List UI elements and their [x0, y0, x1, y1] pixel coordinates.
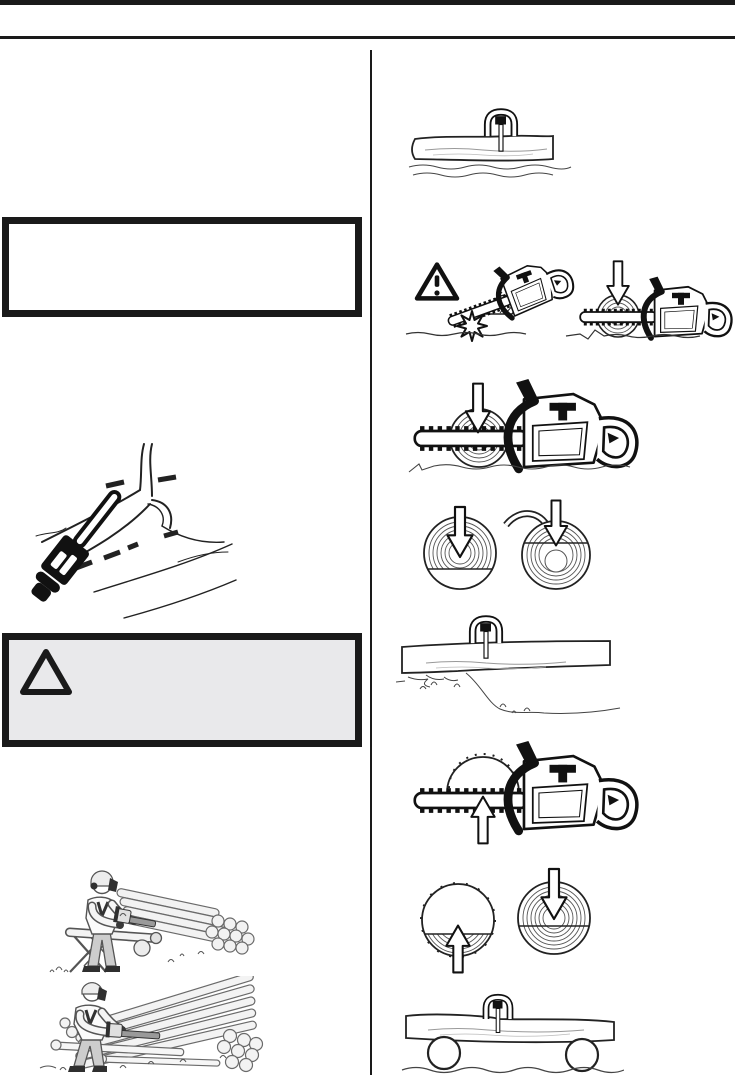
figure-cut-bottom-then-top — [404, 866, 604, 976]
figure-operator-sawhorse — [22, 858, 257, 976]
figure-cut-from-below — [403, 740, 655, 855]
ground-and-slope — [396, 673, 620, 713]
figure-ground-contact-warning — [402, 242, 735, 348]
log-section-finish — [518, 869, 590, 954]
figure-limbing-technique — [28, 440, 238, 620]
impact-starburst-icon — [457, 311, 487, 341]
figure-cut-top-then-roll — [404, 497, 604, 595]
correct-cut-group — [566, 261, 732, 339]
header-rule — [0, 36, 735, 39]
figure-operator-log-pile — [20, 976, 265, 1075]
column-divider — [370, 50, 372, 1075]
chainsaw-icon — [415, 379, 637, 469]
warning-triangle-icon — [19, 648, 73, 696]
support-roller — [566, 1039, 598, 1071]
log-section-undercut — [421, 883, 495, 972]
figure-log-over-drop-top-cut — [396, 611, 624, 721]
support-roller — [428, 1037, 460, 1069]
chainsaw-icon — [28, 483, 130, 607]
figure-log-on-supports-top-cut — [400, 992, 624, 1075]
figure-log-on-ground-top-cut — [405, 103, 575, 185]
warning-box — [2, 633, 362, 747]
page-top-bar — [0, 0, 735, 5]
warning-exclamation-triangle-icon — [417, 265, 457, 299]
notice-box — [2, 217, 362, 317]
figure-cut-from-above — [403, 376, 655, 480]
